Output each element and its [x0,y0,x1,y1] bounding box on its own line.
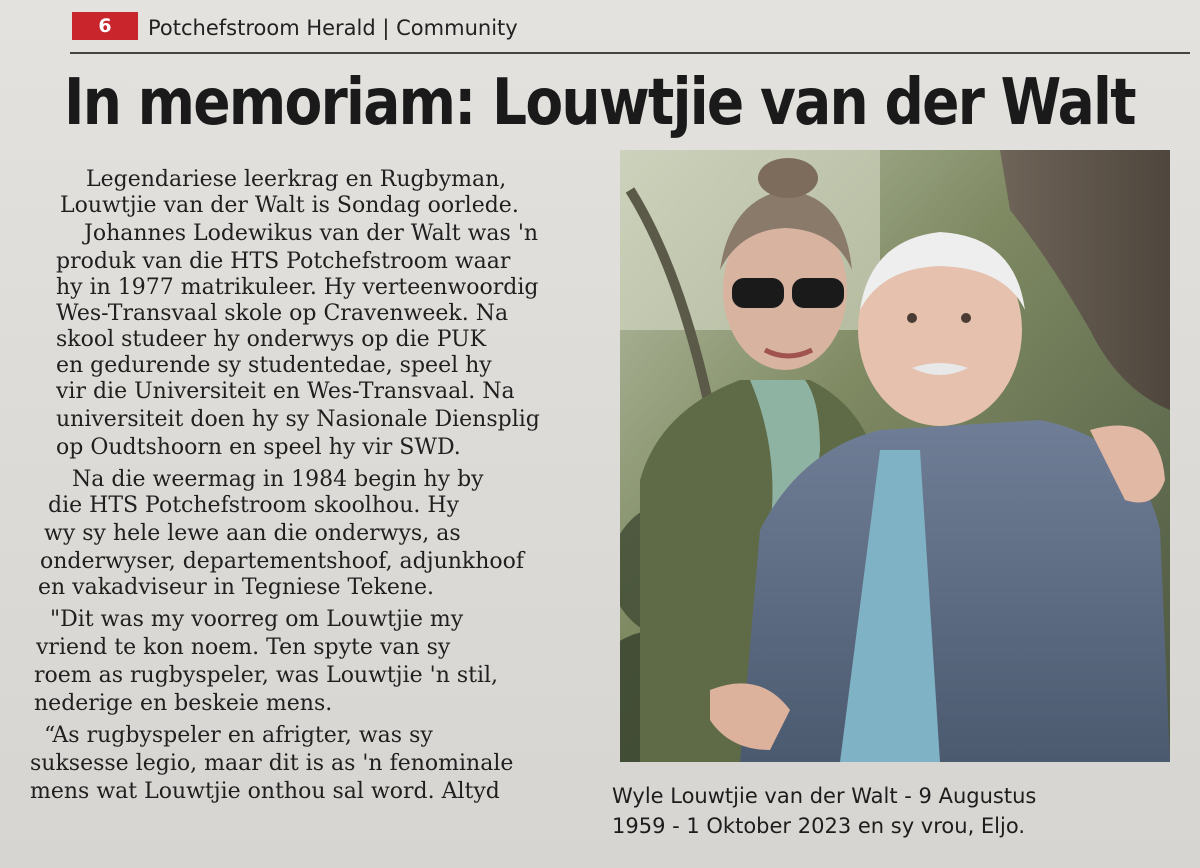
publication-name: Potchefstroom Herald | Community [148,16,518,40]
caption-line: 1959 - 1 Oktober 2023 en sy vrou, Eljo. [612,814,1026,838]
caption-line: Wyle Louwtjie van der Walt - 9 Augustus [612,784,1037,808]
article-line: en vakadviseur in Tegniese Tekene. [38,575,435,600]
article-line: nederige en beskeie mens. [34,691,333,716]
article-line: Johannes Lodewikus van der Walt was 'n [84,221,539,246]
article-line: universiteit doen hy sy Nasionale Diensplig [56,407,540,432]
page-header [70,8,1170,44]
article-line: suksesse legio, maar dit is as 'n fenominale [30,751,514,776]
article-line: vriend te kon noem. Ten spyte van sy [36,635,451,660]
article-line: Wes-Transvaal skole op Cravenweek. Na [56,301,509,326]
couple-photo-illustration [620,150,1170,762]
article-line: mens wat Louwtjie onthou sal word. Altyd [30,779,500,804]
article-line: Legendariese leerkrag en Rugbyman, [86,167,507,192]
article-line: produk van die HTS Potchefstroom waar [56,249,511,274]
article-headline: In memoriam: Louwtjie van der Walt [64,66,1135,140]
article-line: roem as rugbyspeler, was Louwtjie 'n stil, [34,663,499,688]
article-line: Na die weermag in 1984 begin hy by [72,467,484,492]
article-line: op Oudtshoorn en speel hy vir SWD. [56,435,461,460]
article-line: Louwtjie van der Walt is Sondag oorlede. [60,193,519,218]
article-line: onderwyser, departementshoof, adjunkhoof [40,549,525,574]
header-rule [70,52,1190,54]
article-line: wy sy hele lewe aan die onderwys, as [44,521,461,546]
article-line: hy in 1977 matrikuleer. Hy verteenwoordig [56,275,539,300]
article-line: vir die Universiteit en Wes-Transvaal. Na [56,379,515,404]
article-line: “As rugbyspeler en afrigter, was sy [44,723,433,748]
page-number-badge: 6 [72,12,138,40]
article-line: "Dit was my voorreg om Louwtjie my [50,607,464,632]
article-line: skool studeer hy onderwys op die PUK [56,327,487,352]
article-photo [620,150,1170,762]
article-line: die HTS Potchefstroom skoolhou. Hy [48,493,460,518]
article-line: en gedurende sy studentedae, speel hy [56,353,492,378]
